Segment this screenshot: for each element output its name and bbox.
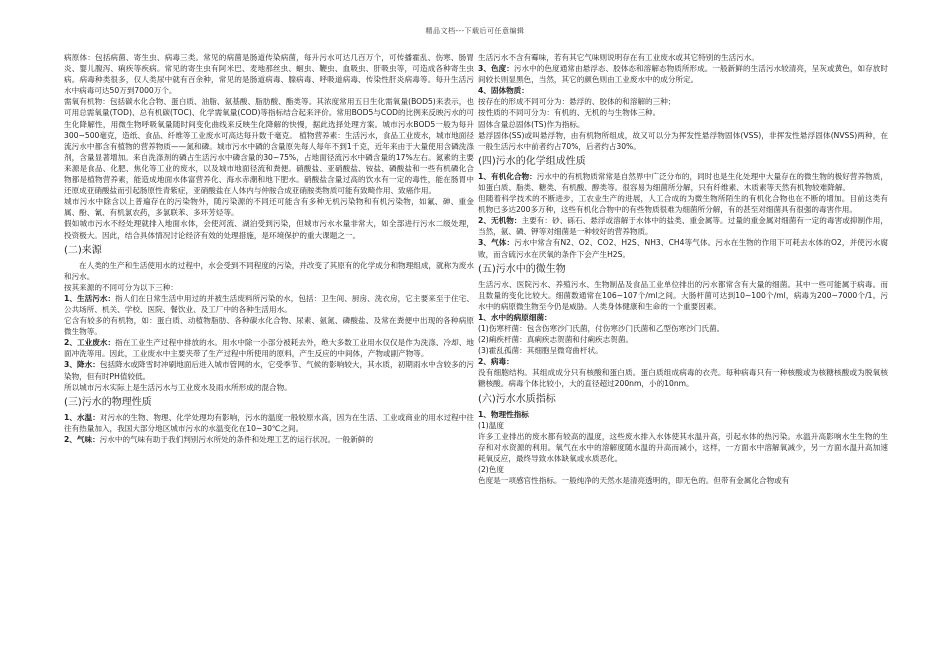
paragraph: 按性质的不同可分为：有机的、无机的与生物体三种。 xyxy=(478,108,661,118)
paragraph: (1)温度 xyxy=(478,420,504,430)
labeled-paragraph xyxy=(478,171,888,193)
paragraph: (2)痢疾杆菌：真痢疾志贺菌和付痢疾志贺菌。 xyxy=(478,335,634,345)
item-label: 1、生活污水： xyxy=(64,293,116,303)
section-heading: (五)污水中的微生物 xyxy=(478,263,566,275)
right-column xyxy=(478,52,888,486)
labeled-paragraph xyxy=(478,312,888,323)
item-label: 1、水温： xyxy=(64,412,100,422)
item-label: 1、有机化合物： xyxy=(478,171,537,181)
page-header: 精品文档---下载后可任意编辑 xyxy=(425,27,525,35)
item-text: 包括降水或降雪时冲刷地面后进入城市管网的水，它受季节、气候的影响较大，其水质，初期雨水中含较多的污染物，但有时PH值较低。 xyxy=(64,360,474,381)
item-label: 3、色度： xyxy=(478,64,514,74)
item-text: 污水中的气味有助于我们判别污水所处的条件和处理工艺的运行状况。一般新鲜的 xyxy=(99,434,374,444)
paragraph: 生活污水不含有霉味，若有其它气味则说明存在有工业废水或其它特别的生活污水。 xyxy=(478,53,759,62)
paragraph: 没有细胞结构。其组成成分只有核酸和蛋白质。蛋白质组成病毒的衣壳。每种病毒只有一种核酸或为核糖核酸或为脱氧核糖核酸。病毒个体比较小，大的直径超过200nm，小的10nm。 xyxy=(478,368,888,389)
paragraph: 但随着科学技术的不断进步，工农业生产的进展，人工合成的为微生物所陌生的有机化合物也在不断的增加。目前这类有机物已多达200多万种，这些有机化合物中的有些物质很难为细菌所分解，有的甚至对细菌具有很强的毒害作用。 xyxy=(478,194,888,215)
item-text: 污水中的有机物质常常是自然界中广泛分布的，同时也是生化处理中大量存在的微生物的极好营养物质，如蛋白质、脂类、糖类、有机酸、醇类等。很容易为细菌所分解，只有纤维素、木质素等天然有机物较难降解。 xyxy=(478,171,888,192)
item-label: 2、无机物： xyxy=(478,216,522,226)
paragraph: 城市污水中除含以上普遍存在的污染物外，随污染源的不同还可能含有多种无机污染物和有机污染物，如氟、砷、重金属、酚、氰、有机氯农药，多氯联苯、多环芳烃等。 xyxy=(64,197,474,218)
section-heading: (四)污水的化学组成性质 xyxy=(478,155,586,167)
item-label: 1、水中的病原细菌： xyxy=(478,312,552,322)
paragraph: 它含有较多的有机物，如：蛋白质、动植物脂肪、各种碳水化合物、尿素、氨氮、磷酸盐、及常在粪便中出现的各种病原微生物等。 xyxy=(64,316,474,337)
paragraph: 病原体：包括病菌、寄生虫、病毒三类。常见的病菌是肠道传染病菌，每升污水可达几百万个，可传播霍乱、伤寒、肠胃炎、婴儿腹泻、痢疾等疾病。常见的寄生虫有阿米巴、麦地那丝虫、蛔虫、鞭虫、血吸虫、肝吸虫等，可造成各种寄生虫病。病毒种类很多，仅人类尿中就有百余种，常见的是肠道病毒、腺病毒、呼吸道病毒、传染性肝炎病毒等。每升生活污水中病毒可达50万到7000万个。 xyxy=(64,53,474,96)
labeled-paragraph xyxy=(478,215,888,237)
item-label: 4、固体物质： xyxy=(478,86,529,96)
labeled-paragraph xyxy=(64,359,474,381)
paragraph: 悬浮固体(SS)或叫悬浮物，由有机物所组成，故又可以分为挥发性悬浮物固体(VSS)，非挥发性悬浮固体(NVSS)两种，在一般生活污水中前者约占70%，后者约占30%。 xyxy=(478,130,888,151)
paragraph: 按其来源的不同可分为以下三种： xyxy=(64,282,178,292)
paragraph: 许多工业排出的废水都有较高的温度，这些废水排入水体使其水温升高，引起水体的热污染。水温升高影响水生生物的生存和对水资源的利用。氧气在水中的溶解度随水温的升高而减小，这样，一方面水中溶解氧减少，另一方面水温升高加速耗氧反应，最终导致水体缺氧或水质恶化。 xyxy=(478,431,888,463)
paragraph: 假如城市污水不经处理就排入地面水体，会使河流、湖泊受到污染，但城市污水水量非常大，如全部进行污水二级处理，投资极大。因此，结合具体情况讨论经济有效的处理措施，是环境保护的重大课题之一。 xyxy=(64,219,474,240)
paragraph: 固体含量总固体(TS)作为指标。 xyxy=(478,119,585,129)
paragraph: (1)伤寒杆菌：包含伤寒沙门氏菌，付伤寒沙门氏菌和乙型伤寒沙门氏菌。 xyxy=(478,323,725,333)
item-label: 2、病毒： xyxy=(478,357,514,367)
paragraph: 按存在的形成不同可分为：悬浮的、胶体的和溶解的三种； xyxy=(478,97,676,107)
labeled-paragraph xyxy=(478,409,888,420)
paragraph: (3)霍乱孤菌：其细胞呈微弯曲杆状。 xyxy=(478,346,603,356)
paragraph: 需氧有机物：包括碳水化合物、蛋白质、油脂、氨基酸、脂肪酸、酯类等。其浓度常用五日生化需氧量(BOD5)来表示，也可用总需氧量(TOD)、总有机碳(TOC)、化学需氧量(COD)等指标结合起来评价。常用BOD5与COD的比例来反映污水的可生化降解性，用微生物呼吸氧量随时间变化曲线来反映生化降解的快慢，据此选择处理方案。城市污水BOD5一般为每升300~500毫克，造纸、食品、纤维等工业废水可高达每升数千毫克。 植物营养素：生活污水，食品工业废水，城市地面径流污水中都含有植物的营养物质——氮和磷。城市污水中磷的含量原先每人每年不到1千克，近年来由于大量使用含磷洗涤剂，含量显著增加。来自洗涤剂的磷占生活污水中磷含量的30~75%，占地面径流污水中磷含量的17%左右。氮素的主要来源是食品、化肥、焦化等工业的废水，以及城市地面径流和粪便。硝酸盐、亚硝酸盐、铵盐、磷酸盐和一些有机磷化合物都是植物营养素，能造成地面水体富营养化、海水赤潮和地下肥水。硝酸盐含量过高的饮水有一定的毒性，能在肠胃中还原成亚硝酸盐而引起肠原性青紫症，亚硝酸盐在人体内与仲胺合成亚硝胺类物质可能有致畸作用、致癌作用。 xyxy=(64,97,474,196)
labeled-paragraph xyxy=(64,337,474,359)
labeled-paragraph xyxy=(64,293,474,315)
labeled-paragraph xyxy=(478,356,888,367)
paragraph: 在人类的生产和生活使用水的过程中，水会受到不同程度的污染，并改变了其原有的化学成分和物理组成，就称为废水和污水。 xyxy=(64,260,474,281)
paragraph: (2)色度 xyxy=(478,465,504,474)
section-heading: (六)污水水质指标 xyxy=(478,393,556,405)
left-column xyxy=(64,52,474,445)
item-label: 3、气体： xyxy=(478,238,515,248)
item-text: 主要有：砂、砾石、悬浮或溶解于水体中的盐类、重金属等。过量的重金属对细菌有一定的毒害或抑制作用，当然，氨、磷、钾等对细菌是一种较好的营养物质。 xyxy=(478,216,888,237)
paragraph: 色度是一项感官性指标。一般纯净的天然水是清亮透明的，即无色的。但带有金属化合物或有 xyxy=(478,476,790,486)
labeled-paragraph xyxy=(478,237,888,259)
item-text: 污水中常含有N2、O2、CO2、H2S、NH3、CH4等气体。污水在生物的作用下可耗去水体的O2，并使污水腐败，而含硫污水在厌氧的条件下会产生H2S。 xyxy=(478,238,888,259)
section-heading: (二)来源 xyxy=(64,244,102,256)
item-text: 指人们在日常生活中用过的并被生活废料所污染的水，包括：卫生间、厨房、洗衣房，它主要来至于住宅、公共场所、机关、学校、医院、餐饮业、及工厂中的各种生活用水。 xyxy=(64,293,474,314)
section-heading: (三)污水的物理性质 xyxy=(64,396,152,408)
labeled-paragraph xyxy=(64,412,474,434)
labeled-paragraph xyxy=(478,85,888,96)
item-text: 指在工业生产过程中排放的水。用水中除一小部分被耗去外，绝大多数工业用水仅仅是作为洗涤、冷却、地面冲洗等用。因此，工业废水中主要夹带了生产过程中所使用的原料，产生反应的中间体，产物或副产物等。 xyxy=(64,338,474,359)
paragraph: 生活污水、医院污水、养殖污水、生物制品及食品工业单位排出的污水都常含有大量的细菌。其中一些可能属于病毒。而且数量的变化比较大。细菌数通常在106~107个/ml之间。大肠杆菌可达到10~100个/ml，病毒为200~7000个/1。污水中的病原微生物至今仍是威胁。人类身体健康和生命的一个重要因素。 xyxy=(478,279,888,311)
labeled-paragraph xyxy=(478,63,888,85)
labeled-paragraph xyxy=(64,434,474,445)
item-label: 1、物理性指标 xyxy=(478,409,529,419)
item-label: 3、降水： xyxy=(64,360,100,370)
item-text: 污水中的色度通常由悬浮态、胶体态和溶解态物质所形成。一般新鲜的生活污水较清亮，呈灰或黄色，如存放时间较长则显黑色，当然，其它的颜色则由工业废水中的成分所定。 xyxy=(478,64,888,85)
item-text: 对污水的生物、物理、化学处理均有影响，污水的温度一般较原水高，因为在生活、工业或商业的用水过程中往往有热量加入，我国大部分地区城市污水的水温变化在10~30℃之间。 xyxy=(64,412,474,433)
paragraph: 所以城市污水实际上是生活污水与工业废水及雨水所形成的混合物。 xyxy=(64,382,292,392)
item-label: 2、气味： xyxy=(64,434,100,444)
item-label: 2、工业废水： xyxy=(64,338,116,348)
